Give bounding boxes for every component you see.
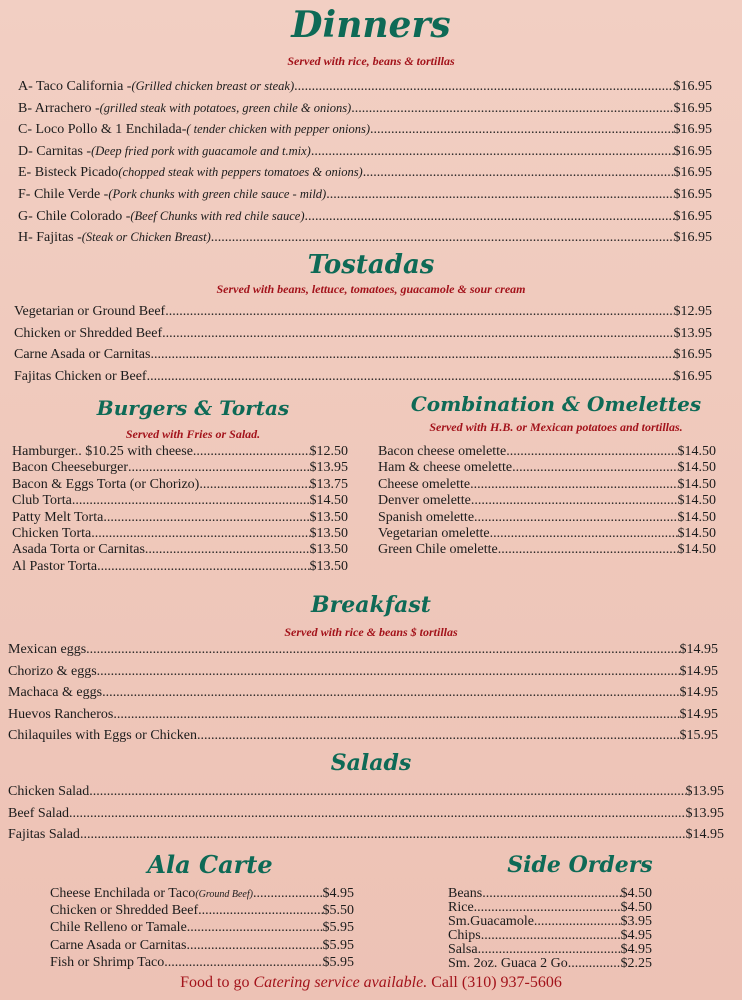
menu-item xyxy=(8,685,718,701)
menu-item-name: Vegetarian omelette xyxy=(378,526,490,541)
menu-item-price: $13.95 xyxy=(673,325,712,341)
menu-item-name: Patty Melt Torta xyxy=(12,509,104,525)
section-title-breakfast: Breakfast xyxy=(311,592,431,618)
menu-item xyxy=(8,664,718,680)
menu-item-description: (Steak or Chicken Breast) xyxy=(81,230,211,245)
menu-item-name: Salsa xyxy=(448,941,478,957)
menu-item xyxy=(12,526,348,542)
menu-item-name: Club Torta xyxy=(12,493,72,509)
menu-item xyxy=(18,100,712,117)
dot-leader xyxy=(294,79,673,95)
dot-leader xyxy=(326,187,673,203)
menu-item-name: D- Carnitas - xyxy=(18,143,92,159)
menu-item-price: $13.75 xyxy=(309,476,348,492)
dot-leader xyxy=(253,886,323,902)
dot-leader xyxy=(351,101,673,117)
section-title-salads: Salads xyxy=(330,750,412,776)
menu-item xyxy=(8,728,718,744)
menu-item-name: Carne Asada or Carnitas xyxy=(50,937,187,953)
menu-item-description: (Pork chunks with green chile sauce - mild) xyxy=(108,187,327,201)
section-title-dinners: Dinners xyxy=(291,4,451,46)
menu-item xyxy=(378,444,716,460)
menu-item-price: $12.50 xyxy=(309,444,348,459)
menu-item-price: $13.50 xyxy=(309,526,348,541)
dot-leader xyxy=(193,444,310,460)
dot-leader xyxy=(147,369,674,385)
dot-leader xyxy=(186,938,322,954)
menu-item-price: $13.95 xyxy=(309,460,348,476)
menu-item-name: Mexican eggs xyxy=(8,642,87,657)
menu-item xyxy=(448,956,652,972)
menu-item xyxy=(18,186,712,203)
dot-leader xyxy=(97,664,680,680)
menu-item xyxy=(18,208,712,225)
menu-item-price: $14.95 xyxy=(685,827,724,842)
menu-item-name: B- Arrachero - xyxy=(18,100,100,116)
menu-item-name: Al Pastor Torta xyxy=(12,558,98,574)
dot-leader xyxy=(311,144,674,160)
section-title-burgers-tortas: Burgers & Tortas xyxy=(96,396,290,420)
dot-leader xyxy=(165,304,673,320)
menu-item-description: (Beef Chunks with red chile sauce) xyxy=(130,208,305,223)
menu-item xyxy=(8,642,718,658)
dot-leader xyxy=(568,956,621,972)
menu-item xyxy=(378,460,716,476)
dot-leader xyxy=(97,559,309,575)
menu-item-name: Chicken or Shredded Beef xyxy=(14,325,163,341)
section-subtitle-tostadas: Served with beans, lettuce, tomatoes, guacamole & sour cream xyxy=(216,282,526,296)
menu-item-name: Chicken Salad xyxy=(8,784,90,799)
menu-item xyxy=(14,304,712,320)
menu-item-name: Hamburger.. $10.25 with cheese xyxy=(12,444,193,459)
dot-leader xyxy=(145,542,310,558)
menu-item-price: $5.95 xyxy=(322,954,354,970)
menu-item-name: Beef Salad xyxy=(8,805,70,821)
menu-item-price: $14.50 xyxy=(677,460,716,476)
dot-leader xyxy=(72,493,310,509)
menu-item xyxy=(8,827,724,843)
menu-item-price: $16.95 xyxy=(673,165,712,181)
menu-item xyxy=(8,784,724,800)
menu-item-name: Sm. 2oz. Guaca 2 Go xyxy=(448,955,568,971)
menu-item xyxy=(8,707,718,723)
menu-item xyxy=(14,326,712,342)
menu-item-price: $5.95 xyxy=(322,920,354,936)
menu-item xyxy=(18,78,712,95)
menu-item-name: G- Chile Colorado - xyxy=(18,208,131,224)
menu-item-price: $4.95 xyxy=(620,941,652,957)
dot-leader xyxy=(198,903,322,919)
menu-item-name: Bacon cheese omelette xyxy=(378,444,507,459)
dot-leader xyxy=(128,460,310,476)
dot-leader xyxy=(363,165,674,181)
menu-item xyxy=(50,938,354,954)
menu-item-price: $16.95 xyxy=(673,187,712,202)
menu-item xyxy=(12,542,348,558)
menu-item-price: $14.95 xyxy=(679,642,718,657)
menu-item-price: $16.95 xyxy=(673,208,712,224)
menu-item-price: $12.95 xyxy=(673,304,712,319)
menu-item-price: $4.50 xyxy=(620,899,652,915)
section-title-ala-carte: Ala Carte xyxy=(147,850,273,879)
menu-item xyxy=(14,347,712,363)
menu-item-price: $13.95 xyxy=(685,784,724,799)
menu-item-name: Fajitas Salad xyxy=(8,827,80,842)
menu-item-name: Beans xyxy=(448,886,483,901)
menu-item xyxy=(50,955,354,971)
menu-item-price: $13.50 xyxy=(309,542,348,558)
menu-item-name: Bacon Cheeseburger xyxy=(12,460,128,476)
section-subtitle-burgers-tortas: Served with Fries or Salad. xyxy=(125,427,261,441)
footer-food-to-go: Food to go xyxy=(180,974,250,991)
menu-item-name: Carne Asada or Carnitas xyxy=(14,347,151,362)
menu-item xyxy=(12,477,348,493)
menu-item xyxy=(378,477,716,493)
dot-leader xyxy=(80,827,686,843)
menu-item-price: $14.50 xyxy=(677,493,716,509)
menu-item-name: Bacon & Eggs Torta (or Chorizo) xyxy=(12,476,200,492)
menu-item-price: $4.50 xyxy=(620,886,652,901)
dot-leader xyxy=(113,707,679,723)
menu-item-name: Ham & cheese omelette xyxy=(378,460,513,476)
menu-item-note: (Ground Beef) xyxy=(195,889,253,900)
menu-item xyxy=(14,369,712,385)
menu-item xyxy=(12,559,348,575)
menu-item-name: Asada Torta or Carnitas xyxy=(12,542,145,558)
menu-item-price: $13.50 xyxy=(309,509,348,525)
menu-item-price: $14.50 xyxy=(677,526,716,541)
section-title-combination-omelettes: Combination & Omelettes xyxy=(410,392,702,416)
menu-item-name: A- Taco California - xyxy=(18,79,132,94)
menu-item xyxy=(378,526,716,542)
menu-item xyxy=(12,493,348,509)
menu-item-price: $4.95 xyxy=(322,886,354,901)
dot-leader xyxy=(102,685,679,701)
menu-item-name: Chips xyxy=(448,927,481,943)
menu-item xyxy=(18,121,712,138)
menu-item-price: $14.95 xyxy=(679,685,718,700)
menu-item-name: Chile Relleno or Tamale xyxy=(50,920,187,936)
dot-leader xyxy=(512,460,677,476)
menu-item-price: $16.95 xyxy=(673,79,712,94)
dot-leader xyxy=(474,510,677,526)
dot-leader xyxy=(86,642,679,658)
menu-item-price: $14.50 xyxy=(677,444,716,459)
menu-item-price: $16.95 xyxy=(673,100,712,116)
menu-item-name: Fish or Shrimp Taco xyxy=(50,954,165,970)
menu-item-price: $3.95 xyxy=(620,913,652,929)
menu-item-name: H- Fajitas - xyxy=(18,230,82,246)
menu-item-name: Machaca & eggs xyxy=(8,685,103,700)
menu-item xyxy=(50,903,354,919)
section-title-tostadas: Tostadas xyxy=(307,250,435,280)
menu-item-price: $13.50 xyxy=(309,558,348,574)
menu-item xyxy=(8,806,724,822)
menu-item-description: (grilled steak with potatoes, green chile & onions) xyxy=(99,100,352,115)
menu-item-description: ( tender chicken with pepper onions) xyxy=(186,122,370,137)
menu-item-name: Chicken or Shredded Beef xyxy=(50,903,199,919)
menu-item xyxy=(12,444,348,460)
dot-leader xyxy=(211,230,674,246)
menu-item-price: $14.50 xyxy=(677,542,716,558)
menu-item-name: Cheese Enchilada or Taco xyxy=(50,886,196,901)
menu-item-name: E- Bisteck Picado xyxy=(18,165,119,181)
dot-leader xyxy=(490,526,678,542)
menu-item xyxy=(12,460,348,476)
menu-item-price: $15.95 xyxy=(679,728,718,743)
menu-item xyxy=(378,493,716,509)
dot-leader xyxy=(187,920,323,936)
menu-item xyxy=(18,164,712,181)
dot-leader xyxy=(162,326,673,342)
menu-item-price: $2.25 xyxy=(620,955,652,971)
menu-item xyxy=(378,542,716,558)
menu-item-price: $14.95 xyxy=(679,663,718,679)
menu-item-price: $14.50 xyxy=(677,476,716,492)
footer-phone: Call (310) 937-5606 xyxy=(431,974,562,991)
menu-item-name: Chicken Torta xyxy=(12,526,92,541)
dot-leader xyxy=(69,806,685,822)
dot-leader xyxy=(91,526,309,542)
menu-item-name: Spanish omelette xyxy=(378,509,475,525)
menu-item-price: $16.95 xyxy=(673,347,712,362)
menu-item-price: $16.95 xyxy=(673,230,712,246)
menu-item-price: $5.95 xyxy=(322,937,354,953)
dot-leader xyxy=(305,209,674,225)
menu-item-name: Chorizo & eggs xyxy=(8,663,97,679)
dot-leader xyxy=(370,122,674,138)
section-subtitle-breakfast: Served with rice & beans $ tortillas xyxy=(284,625,458,639)
menu-item-name: Rice xyxy=(448,899,474,915)
menu-item-price: $5.50 xyxy=(322,903,354,919)
menu-item-name: C- Loco Pollo & 1 Enchilada- xyxy=(18,122,187,138)
section-subtitle-combination-omelettes: Served with H.B. or Mexican potatoes and tortillas. xyxy=(429,420,683,434)
menu-item-description: (Grilled chicken breast or steak) xyxy=(131,79,295,93)
menu-item-name: Vegetarian or Ground Beef xyxy=(14,304,166,319)
menu-item-description: (Deep fried pork with guacamole and t.mix) xyxy=(91,143,311,158)
menu-item-price: $14.95 xyxy=(679,706,718,722)
menu-item-name: Cheese omelette xyxy=(378,476,471,492)
dot-leader xyxy=(470,477,677,493)
dot-leader xyxy=(498,542,678,558)
menu-item-name: Chilaquiles with Eggs or Chicken xyxy=(8,728,197,743)
menu-item-name: Huevos Rancheros xyxy=(8,706,114,722)
dot-leader xyxy=(197,728,680,744)
menu-item-name: Denver omelette xyxy=(378,493,471,509)
footer-catering-text: Catering service available. xyxy=(253,974,428,991)
dot-leader xyxy=(89,784,685,800)
menu-item-price: $16.95 xyxy=(673,368,712,384)
menu-item-name: Fajitas Chicken or Beef xyxy=(14,368,147,384)
menu-item-price: $16.95 xyxy=(673,122,712,138)
menu-item-price: $13.95 xyxy=(685,805,724,821)
section-subtitle-dinners: Served with rice, beans & tortillas xyxy=(287,54,455,68)
menu-item xyxy=(12,510,348,526)
menu-item-name: Green Chile omelette xyxy=(378,542,498,558)
menu-item xyxy=(18,143,712,160)
menu-item-name: F- Chile Verde - xyxy=(18,187,109,202)
menu-item-description: (chopped steak with peppers tomatoes & onions) xyxy=(118,165,363,180)
dot-leader xyxy=(199,477,309,493)
dot-leader xyxy=(103,510,309,526)
dot-leader xyxy=(471,493,678,509)
menu-item xyxy=(50,920,354,936)
dot-leader xyxy=(506,444,677,460)
menu-item xyxy=(18,229,712,246)
menu-item-price: $4.95 xyxy=(620,927,652,943)
footer-catering xyxy=(0,974,742,992)
menu-item-price: $14.50 xyxy=(677,509,716,525)
menu-item-price: $14.50 xyxy=(309,493,348,509)
section-title-side-orders: Side Orders xyxy=(507,852,653,878)
menu-item xyxy=(50,886,354,903)
menu-item-name: Sm.Guacamole xyxy=(448,913,534,929)
menu-item xyxy=(378,510,716,526)
dot-leader xyxy=(150,347,673,363)
menu-item-price: $16.95 xyxy=(673,143,712,159)
dot-leader xyxy=(164,955,322,971)
